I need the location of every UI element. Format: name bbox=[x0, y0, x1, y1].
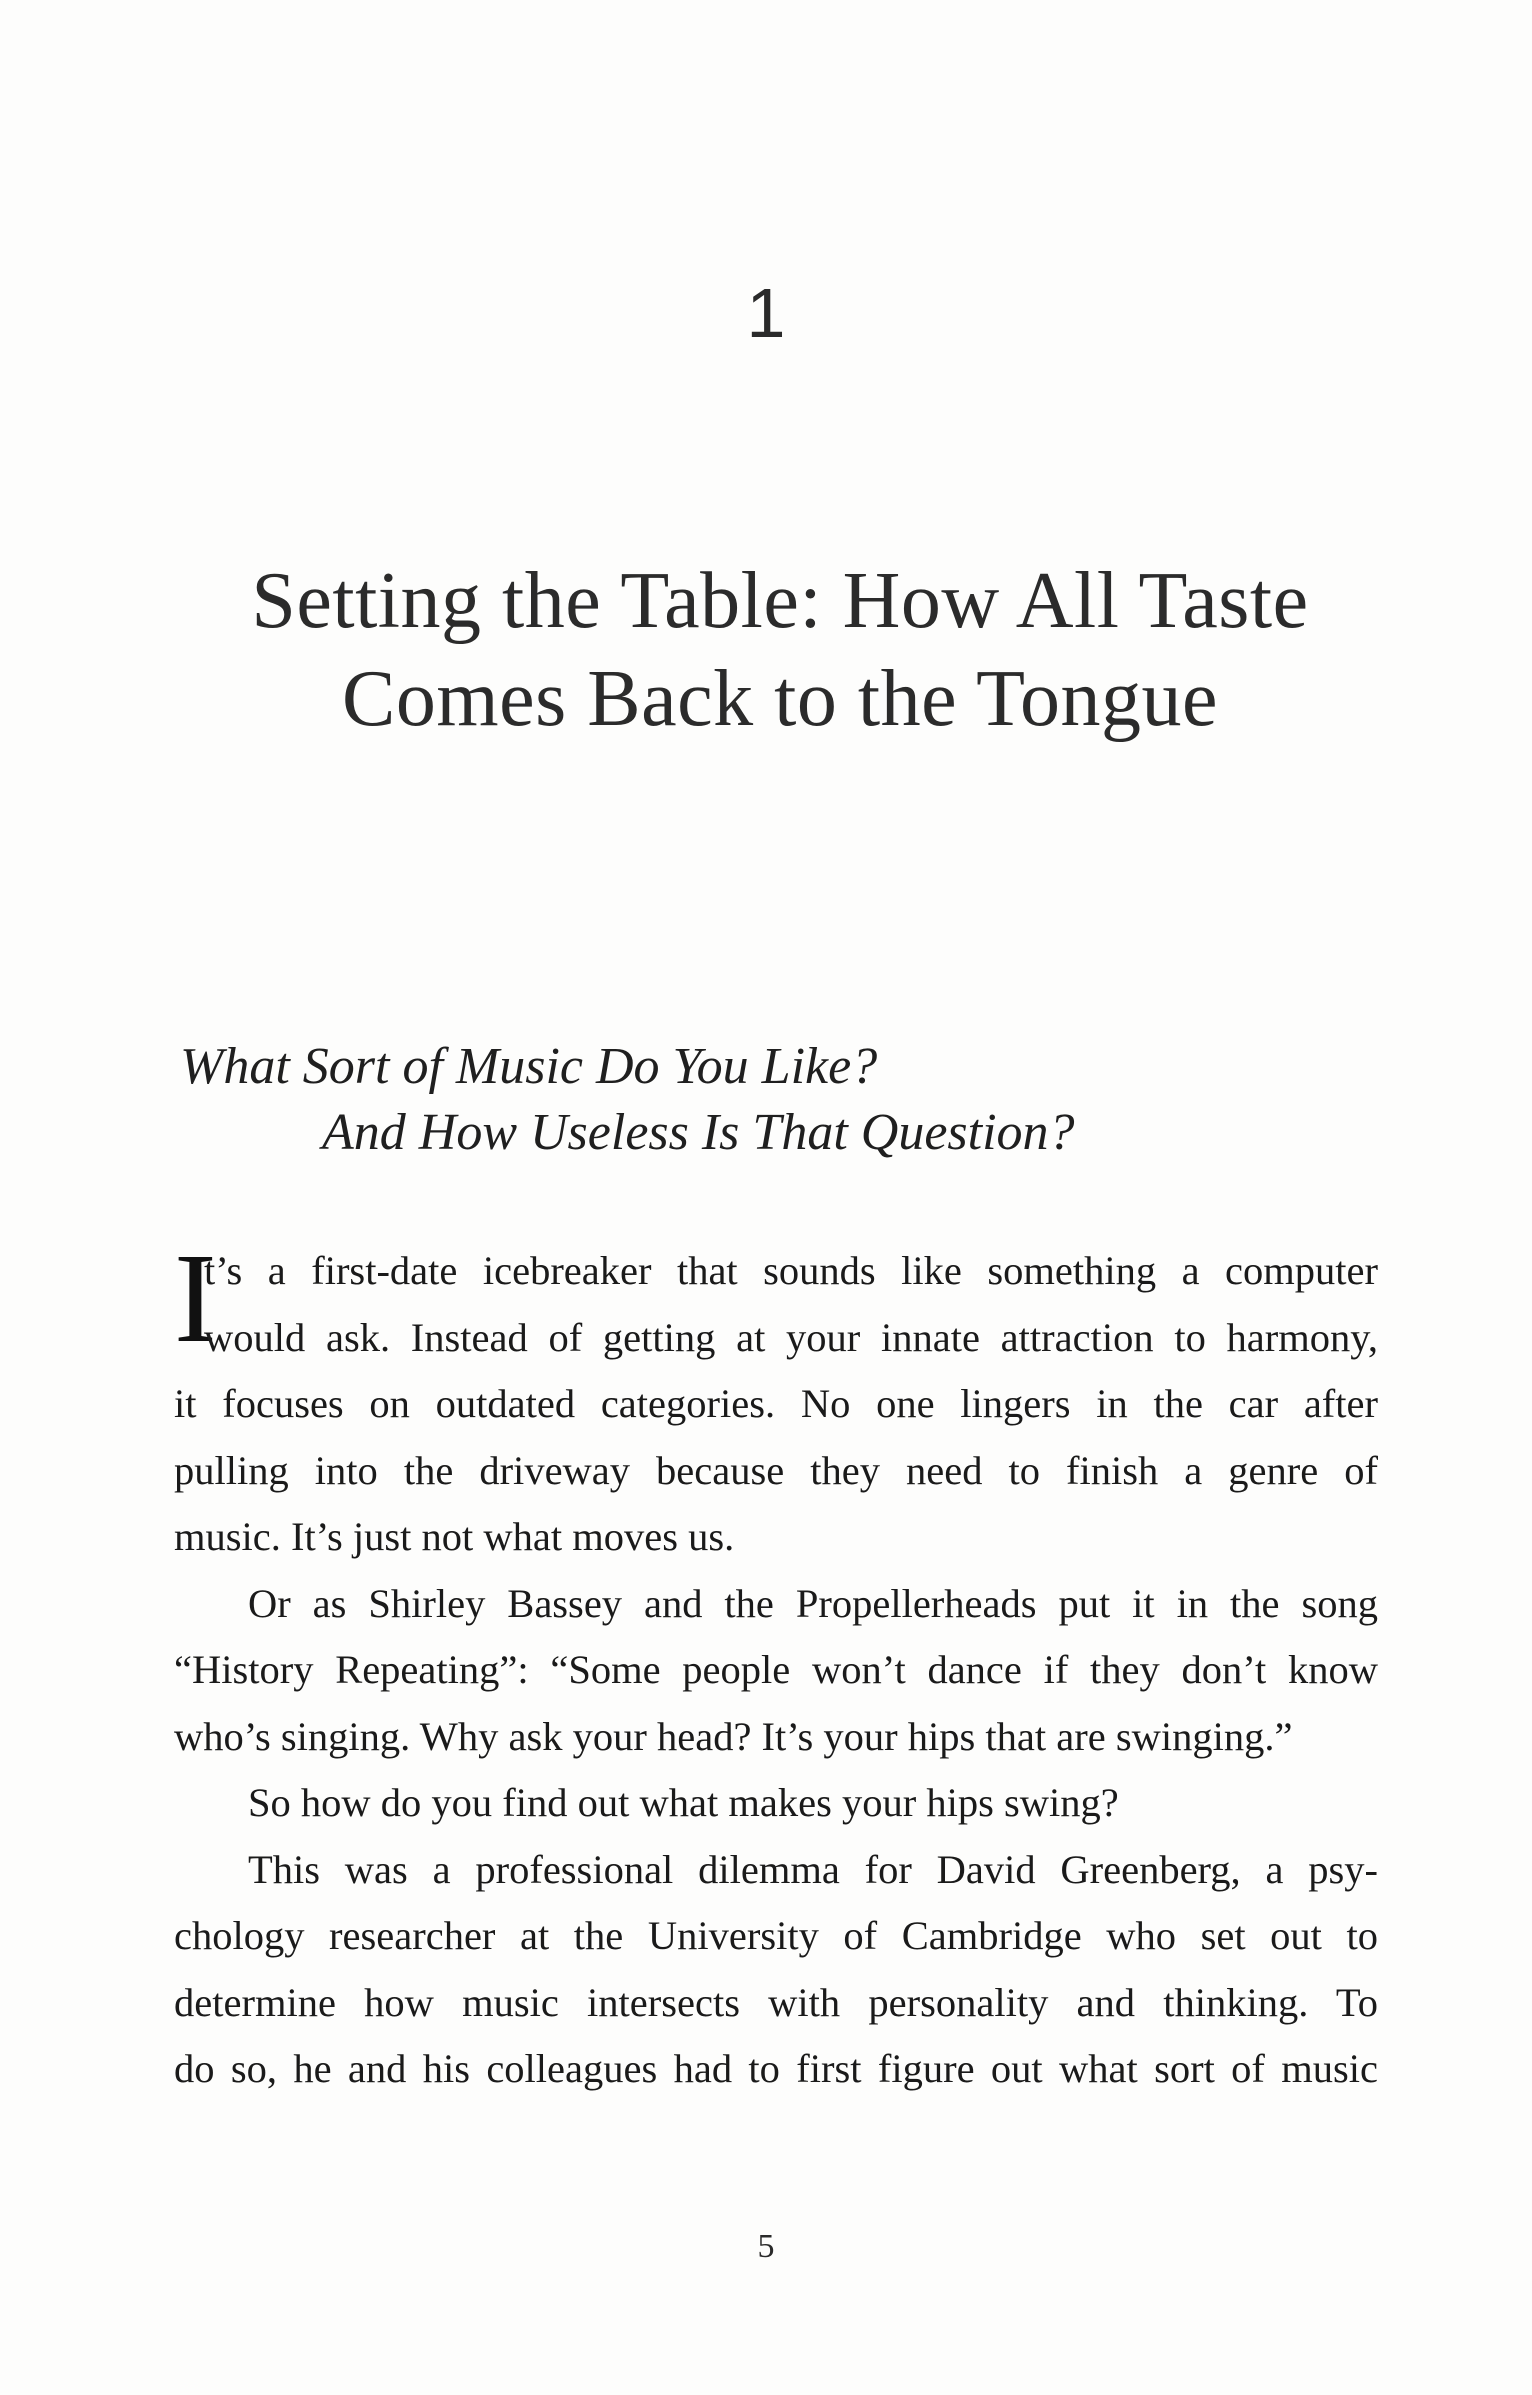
text-line: who’s singing. Why ask your head? It’s your hips that are swinging.” bbox=[174, 1713, 1293, 1759]
paragraph-1 bbox=[174, 1227, 1378, 1571]
text-line: t’s a first-date icebreaker that sounds like something a computer bbox=[204, 1248, 1378, 1293]
page-number: 5 bbox=[757, 2228, 775, 2265]
chapter-number: 1 bbox=[746, 274, 786, 352]
text-line: pulling into the driveway because they need to finish a genre of bbox=[174, 1447, 1378, 1493]
chapter-title bbox=[180, 552, 1380, 748]
text-line: determine how music intersects with personality and thinking. To bbox=[174, 1979, 1378, 2025]
body-text bbox=[174, 1227, 1378, 2103]
text-line: do so, he and his colleagues had to first figure out what sort of music bbox=[174, 2046, 1378, 2091]
section-heading-line-2: And How Useless Is That Question? bbox=[322, 1104, 1075, 1161]
chapter-title-line-2: Comes Back to the Tongue bbox=[342, 655, 1218, 743]
text-line: would ask. Instead of getting at your innate attraction to harmony, bbox=[204, 1314, 1378, 1360]
text-line: music. It’s just not what moves us. bbox=[174, 1514, 735, 1559]
text-line: it focuses on outdated categories. No one lingers in the car after bbox=[174, 1381, 1378, 1426]
section-heading-line-1: What Sort of Music Do You Like? bbox=[180, 1038, 878, 1095]
text-line: Or as Shirley Bassey and the Propellerheads put it in the song bbox=[248, 1580, 1378, 1626]
text-line: “History Repeating”: “Some people won’t dance if they don’t know bbox=[174, 1647, 1378, 1692]
drop-cap: I bbox=[174, 1227, 217, 1369]
text-line: This was a professional dilemma for David Greenberg, a psy- bbox=[248, 1846, 1378, 1892]
section-heading bbox=[180, 1034, 1380, 1166]
text-line: chology researcher at the University of Cambridge who set out to bbox=[174, 1913, 1378, 1958]
paragraph-2 bbox=[174, 1571, 1378, 1771]
text-line: So how do you find out what makes your hips swing? bbox=[248, 1780, 1119, 1825]
paragraph-4 bbox=[174, 1837, 1378, 2103]
chapter-title-line-1: Setting the Table: How All Taste bbox=[251, 557, 1309, 645]
paragraph-3 bbox=[174, 1770, 1378, 1837]
